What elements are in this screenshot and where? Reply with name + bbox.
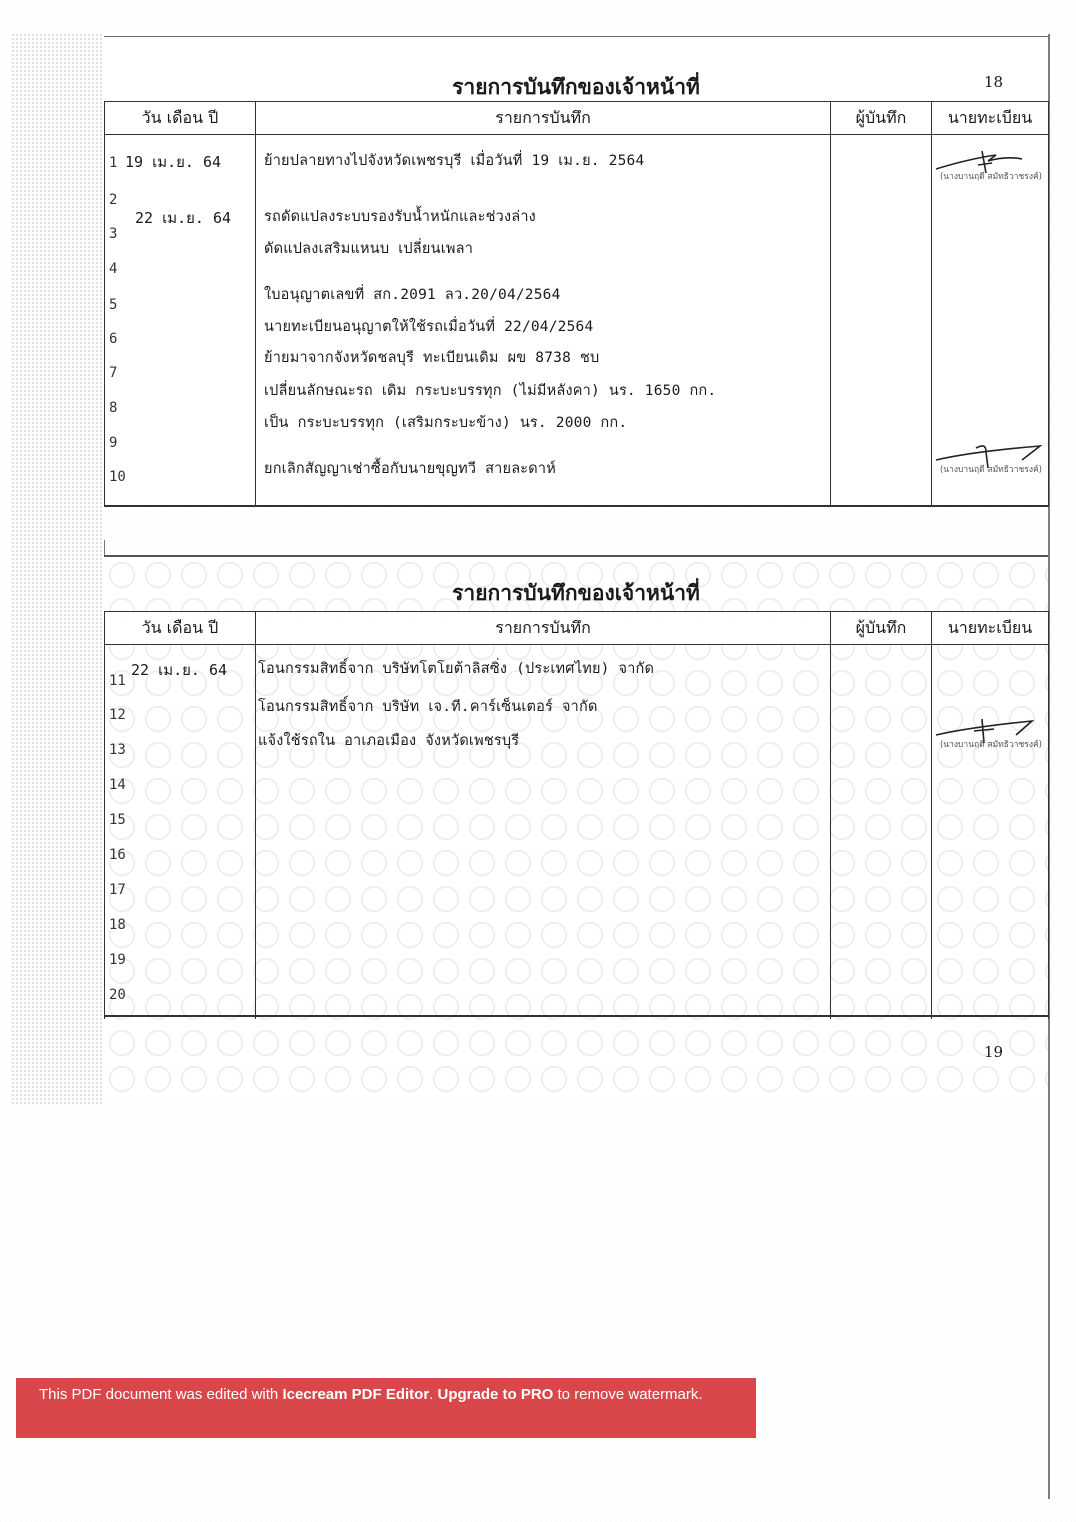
entry-text: ย้ายปลายทางไปจังหวัดเพชรบุรี เมื่อวันที่ 19 เม.ย. 2564 <box>264 153 645 169</box>
line-row: 12 <box>109 707 126 723</box>
line-row: 6 <box>109 331 118 347</box>
record-table <box>104 611 1049 1019</box>
line-row: 10 <box>109 469 126 485</box>
entry-text: รถดัดแปลงระบบรองรับน้ำหนักและช่วงล่าง <box>264 209 536 225</box>
watermark-product-link[interactable]: Icecream PDF Editor <box>282 1386 430 1403</box>
entry-text: โอนกรรมสิทธิ์จาก บริษัท เจ.ที.คาร์เซ็นเตอร์ จากัด <box>258 699 598 715</box>
entry-text: ดัดแปลงเสริมแหนบ เปลี่ยนเพลา <box>264 241 474 257</box>
registrar-signature: (นางบานฤดี สมัทธิวาชรงค์) <box>932 715 1048 751</box>
line-row: 19 <box>109 952 126 968</box>
column-header-entry: รายการบันทึก <box>256 102 831 135</box>
entry-column <box>256 135 831 507</box>
line-row: 2 <box>109 192 118 208</box>
page-title: รายการบันทึกของเจ้าหน้าที่ <box>452 580 700 605</box>
date-column <box>105 135 256 507</box>
scan-edge-noise <box>12 34 104 1104</box>
column-header-registrar: นายทะเบียน <box>932 102 1049 135</box>
line-row: 15 <box>109 812 126 828</box>
line-row: 3 <box>109 226 118 242</box>
line-row: 17 <box>109 882 126 898</box>
column-header-date: วัน เดือน ปี <box>105 102 256 135</box>
entry-text: โอนกรรมสิทธิ์จาก บริษัทโตโยต้าลิสซิ่ง (ประเทศไทย) จากัด <box>258 661 655 677</box>
watermark-text: This PDF document was edited with <box>39 1386 283 1403</box>
date-column <box>105 645 256 1019</box>
entry-text: นายทะเบียนอนุญาตให้ใช้รถเมื่อวันที่ 22/04/2564 <box>264 319 594 335</box>
line-row: 7 <box>109 365 118 381</box>
column-header-registrar: นายทะเบียน <box>932 612 1049 645</box>
watermark-text: to remove watermark. <box>553 1386 703 1403</box>
column-header-recorder: ผู้บันทึก <box>831 612 932 645</box>
column-header-entry: รายการบันทึก <box>256 612 831 645</box>
table-bottom-border <box>104 505 1048 507</box>
entry-text: ใบอนุญาตเลขที่ สก.2091 ลว.20/04/2564 <box>264 287 561 303</box>
entry-text: เป็น กระบะบรรทุก (เสริมกระบะข้าง) นร. 2000 กก. <box>264 415 628 431</box>
column-header-date: วัน เดือน ปี <box>105 612 256 645</box>
page-number: 18 <box>984 73 1004 91</box>
editor-watermark-banner[interactable]: This PDF document was edited with Icecream PDF Editor. Upgrade to PRO to remove watermark. <box>16 1378 756 1438</box>
line-row: 1 19 เม.ย. 64 <box>109 153 222 171</box>
line-row: 8 <box>109 400 118 416</box>
column-header-recorder: ผู้บันทึก <box>831 102 932 135</box>
line-row: 14 <box>109 777 126 793</box>
table-bottom-border <box>104 1015 1048 1017</box>
entry-text: เปลี่ยนลักษณะรถ เดิม กระบะบรรทุก (ไม่มีหลังคา) นร. 1650 กก. <box>264 383 717 399</box>
line-row: 13 <box>109 742 126 758</box>
entry-text: ย้ายมาจากจังหวัดชลบุรี ทะเบียนเดิม ผข 8738 ชบ <box>264 350 600 366</box>
record-table <box>104 101 1049 507</box>
record-page-18 <box>104 36 1048 507</box>
page-number: 19 <box>984 1043 1004 1061</box>
line-row: 4 <box>109 261 118 277</box>
scan-edge-line <box>1048 34 1062 1499</box>
recorder-column <box>831 645 932 1019</box>
entry-date: 22 เม.ย. 64 <box>135 209 232 227</box>
entry-column <box>256 645 831 1019</box>
entry-text: ยกเลิกสัญญาเช่าซื้อกับนายขุญทวี สายละดาห์ <box>264 461 556 477</box>
line-row: 16 <box>109 847 126 863</box>
line-row: 20 <box>109 987 126 1003</box>
entry-date: 19 เม.ย. 64 <box>125 153 222 171</box>
line-row: 18 <box>109 917 126 933</box>
registrar-column <box>932 135 1049 507</box>
recorder-column <box>831 135 932 507</box>
line-row: 11 <box>109 673 126 689</box>
registrar-signature: (นางบานฤดี สมัทธิวาชรงค์) <box>932 440 1048 476</box>
page-title: รายการบันทึกของเจ้าหน้าที่ <box>452 74 700 99</box>
watermark-upgrade-link[interactable]: Upgrade to PRO <box>437 1386 554 1403</box>
entry-date: 22 เม.ย. 64 <box>131 661 228 679</box>
registrar-signature: (นางบานฤดี สมัทธิวาชรงค์) <box>932 147 1048 183</box>
entry-text: แจ้งใช้รถใน อาเภอเมือง จังหวัดเพชรบุรี <box>258 733 520 749</box>
line-row: 9 <box>109 435 118 451</box>
line-row: 5 <box>109 297 118 313</box>
registrar-column <box>932 645 1049 1019</box>
